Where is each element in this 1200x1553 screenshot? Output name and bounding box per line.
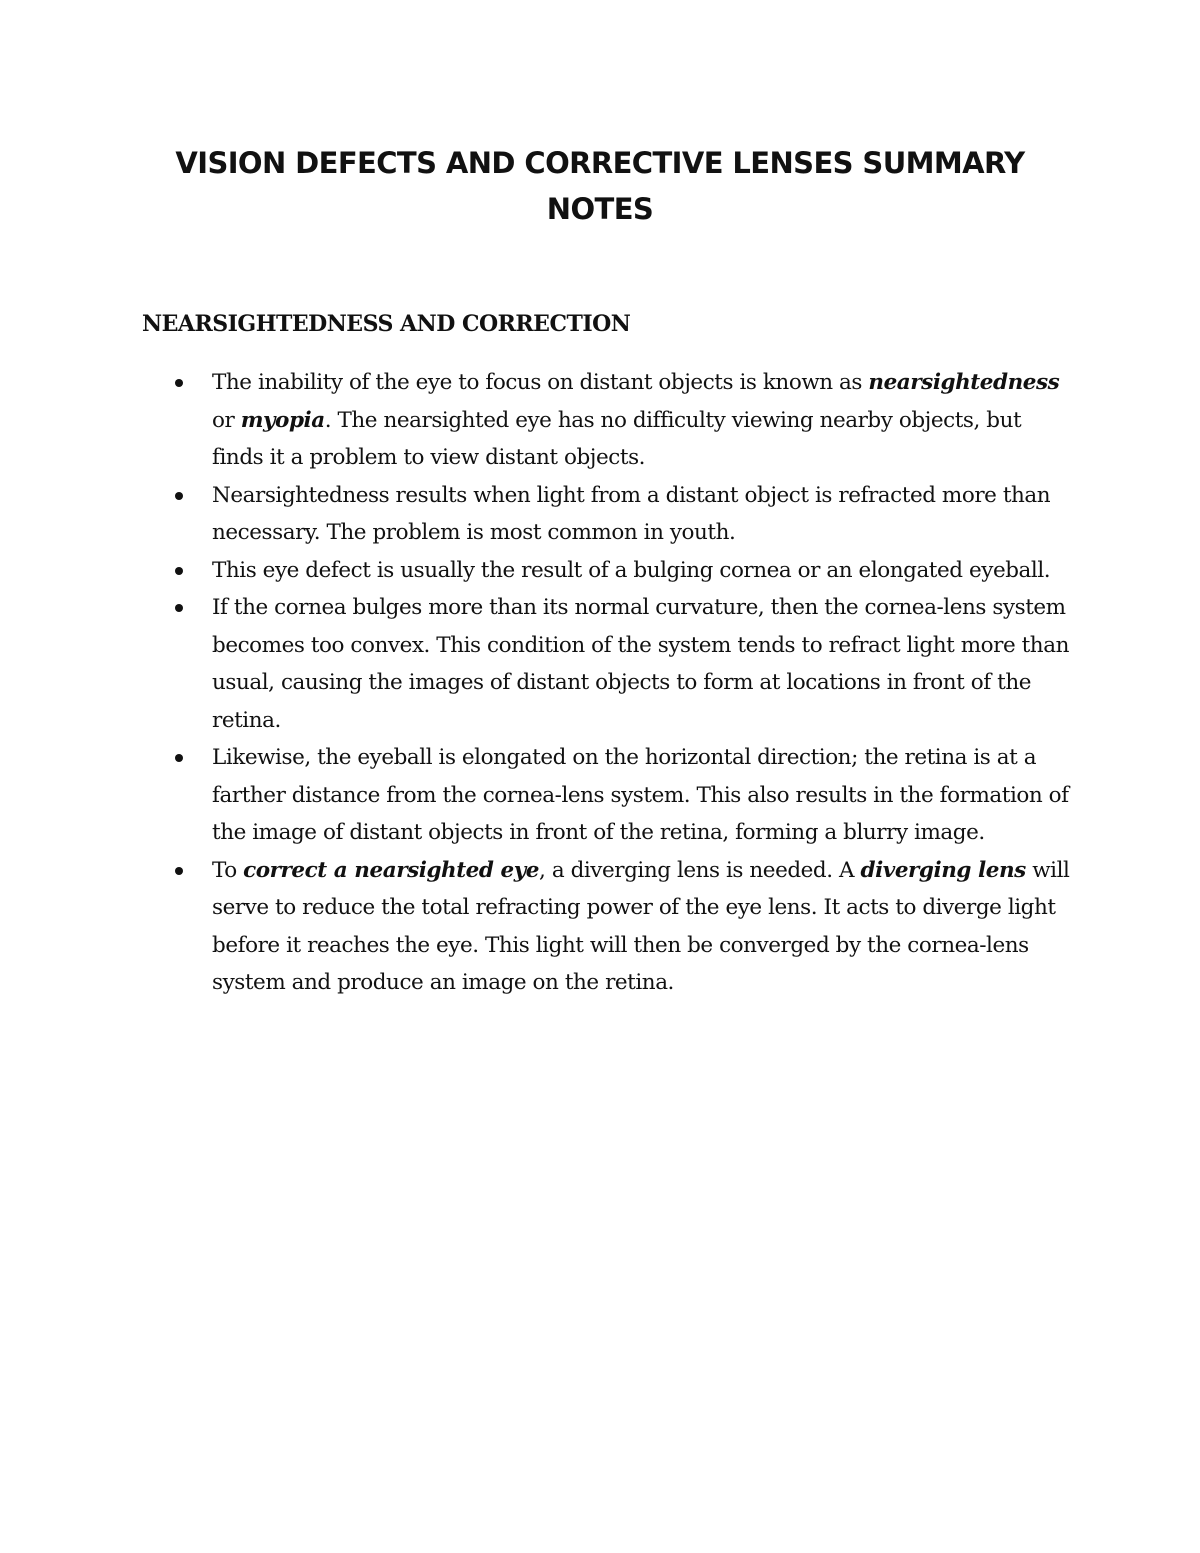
bullet-icon (175, 754, 183, 762)
bullet-text: or (212, 407, 241, 433)
bullet-icon (175, 867, 183, 875)
bullet-text: This eye defect is usually the result of a bulging cornea or an elongated eyeball. (212, 557, 1051, 583)
list-item (212, 589, 1072, 739)
list-item (212, 552, 1072, 590)
bullet-icon (175, 379, 183, 387)
section-heading: NEARSIGHTEDNESS AND CORRECTION (142, 311, 631, 337)
bullet-text: If the cornea bulges more than its normal curvature, then the cornea-lens system becomes too convex. This condition of the system tends to refract light more than usual, causing the images of distant objects to form at locations in front of the retina. (212, 595, 1069, 733)
bullet-text: Nearsightedness results when light from a distant object is refracted more than necessary. The problem is most common in youth. (212, 482, 1051, 545)
list-item (212, 477, 1072, 552)
bullet-icon (175, 567, 183, 575)
list-item (212, 852, 1072, 1002)
bullet-icon (175, 492, 183, 500)
bullet-text: . The nearsighted eye has no difficulty viewing nearby objects, but finds it a problem to view distant objects. (212, 407, 1022, 470)
list-item (212, 739, 1072, 852)
bullet-text: The inability of the eye to focus on distant objects is known as (212, 370, 869, 395)
bullet-text: Likewise, the eyeball is elongated on the horizontal direction; the retina is at a farther distance from the cornea-lens system. This also results in the formation of the image of distant objects in front of the retina, forming a blurry image. (212, 745, 1069, 845)
emphasis-term: diverging lens (860, 857, 1026, 883)
emphasis-term: nearsightedness (868, 370, 1060, 395)
bullet-list (212, 364, 1072, 1002)
emphasis-term: correct a nearsighted eye (243, 857, 540, 883)
list-item (212, 364, 1072, 477)
bullet-text: , a diverging lens is needed. A (539, 857, 861, 883)
document-title: VISION DEFECTS AND CORRECTIVE LENSES SUMMARY NOTES (175, 146, 1025, 226)
bullet-icon (175, 604, 183, 612)
emphasis-term: myopia (240, 407, 325, 433)
bullet-text: To (212, 857, 244, 883)
bullet-text: will serve to reduce the total refracting power of the eye lens. It acts to diverge light before it reaches the eye. This light will then be converged by the cornea-lens system and produce an image on the retina. (212, 857, 1070, 995)
